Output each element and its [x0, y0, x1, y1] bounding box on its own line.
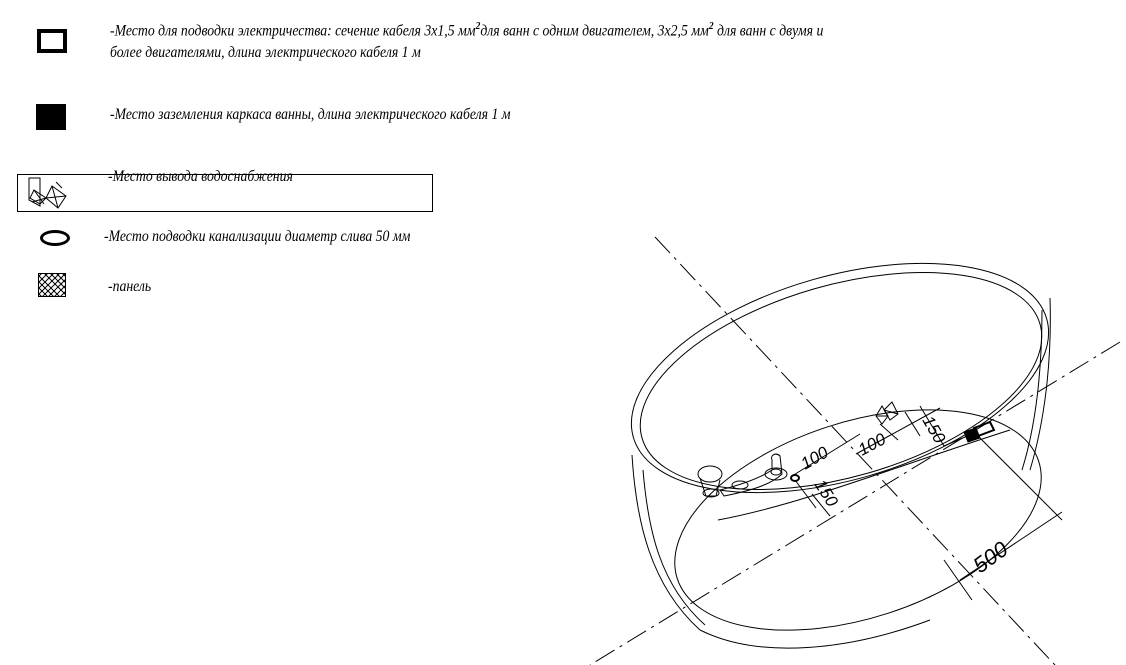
legend-ground-text: -Место заземления каркаса ванны, длина электрического кабеля 1 м [110, 106, 511, 123]
dimension-500: 500 [968, 536, 1013, 579]
electric-point-icon [964, 422, 994, 442]
bathtub-rim [605, 221, 1075, 536]
centerline-a [655, 237, 1055, 665]
faucet-assembly [698, 454, 787, 497]
dimension-100-center: 100 [854, 429, 889, 460]
legend-electric-text: -Место для подводки электричества: сечение кабеля 3х1,5 $мм^2для$ ванн с одним двигателем, 3х2,5 $мм^2$ для ванн с двумя и более двигателями, длина электрического кабеля 1 м [110, 20, 824, 62]
centerline-b [590, 342, 1120, 665]
legend-water-text: -Место вывода водоснабжения [108, 168, 293, 185]
dimension-150-top: 150 [918, 412, 950, 447]
legend-panel-text: -панель [108, 278, 152, 295]
legend-drain-text: -Место подводки канализации диаметр слива 50 мм [104, 228, 411, 245]
dimension-100-left: 100 [797, 442, 832, 474]
dimension-150-bottom: 150 [810, 476, 842, 511]
